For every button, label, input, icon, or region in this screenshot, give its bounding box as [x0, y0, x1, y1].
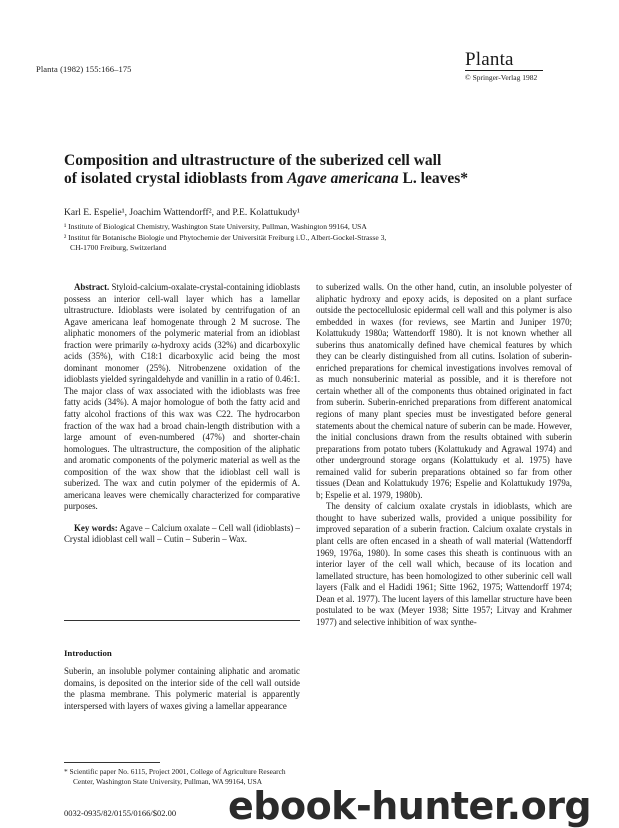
affiliation-2: ² Institut für Botanische Biologie und Phytochemie der Universität Freiburg i.Ü., Albert-Gockel-Strasse 3, [64, 232, 387, 242]
footnote-rule [64, 762, 160, 763]
keywords-label: Key words: [74, 522, 118, 533]
section-divider [64, 620, 300, 621]
watermark: ebook-hunter.org [228, 784, 592, 828]
title-line-2: of isolated crystal idioblasts from Agave americana L. leaves* [64, 170, 468, 187]
abstract-text: Styloid-calcium-oxalate-crystal-containing idioblasts possess an interior cell-wall layer which has a lamellar ultrastructure. Idioblasts were isolated by centrifugation of an Agave americana leaf homogenate through 2 M sucrose. The aliphatic monomers of the polymeric material from an idioblast fraction were primarily ω-hydroxy acids (32%) and dicarboxylic acids (35%), with C18:1 dicarboxylic acid being the most dominant monomer (25%). Nitrobenzene oxidation of the idioblasts yielded syringaldehyde and vanillin in a ratio of 0.46:1. The major class of wax associated with the idioblasts was free fatty acids (34%). A major homologue of both the fatty acid and fatty alcohol fractions of this wax was C22. The hydrocarbon fraction of the wax had a broad chain-length distribution with a large amount of even-numbered (47%) and shorter-chain homologues. The ultrastructure, the composition of the aliphatic and aromatic components of the polymeric material as well as the composition of the wax show that the idioblast cell wall is suberized. The wax and cutin polymer of the epidermis of A. americana leaves were chemically characterized for comparative purposes. [64, 282, 301, 512]
body-paragraph-1: to suberized walls. On the other hand, cutin, an insoluble polyester of aliphatic hydroxy and epoxy acids, is deposited on a plant surface outside the pectocellulosic epidermal cell wall and this polymer is also embedded in waxes (for reviews, see Martin and Juniper 1970; Kolattukudy 1980a; Wattendorff 1980). It is not known whether all suberins thus anatomically defined have chemical features by which they can be clearly distinguished from all cutins. Isolation of suberin-enriched preparations for chemical investigations involves removal of as much nonsuberinic material as possible, and it is therefore not certain whether all of the components thus obtained originated in fact from suberin. Suberin-enriched preparations from different anatomical regions of many plant species must be investigated before general statements about the chemical nature of suberin can be made. However, the initial conclusions drawn from the results obtained with suberin preparations from potato tubers (Kolattukudy and Agrawal 1974) and other underground storage organs (Kolattukudy et al. 1975) have remained valid for suberin preparations obtained so far from other tissues (Dean and Kolattukudy 1976; Espelie and Kolattukudy 1979a, b; Espelie et al. 1979, 1980b). [316, 282, 572, 500]
abstract [64, 282, 300, 513]
journal-brand [465, 50, 543, 82]
footnote-text: * Scientific paper No. 6115, Project 2001, College of Agriculture Research Center, Washington State University, Pullman, WA 99164, USA [64, 767, 286, 786]
keywords [64, 523, 300, 546]
article-title [64, 152, 564, 188]
copyright-notice: © Springer-Verlag 1982 [465, 73, 538, 82]
affiliation-3: CH-1700 Freiburg, Switzerland [70, 243, 167, 253]
title-line-1: Composition and ultrastructure of the suberized cell wall [64, 152, 442, 169]
introduction-body [64, 666, 300, 712]
brand-rule [465, 70, 543, 71]
keywords-text: Agave – Calcium oxalate – Cell wall (idioblasts) – Crystal idioblast cell wall – Cutin – Suberin – Wax. [64, 522, 300, 545]
journal-name: Planta [465, 49, 514, 70]
body-paragraph-2: The density of calcium oxalate crystals in idioblasts, which are thought to have suberized walls, provided a unique possibility for improved separation of a suberin fraction. Calcium oxalate crystals in plant cells are often encased in a sheath of wall material (Wattendorff 1969, 1976a, 1980). In some cases this sheath is continuous with an interior layer of the cell wall which, because of its location and lamellated structure, has been homologized to other suberinic cell wall layers (Falk and el Hadidi 1961; Sitte 1962, 1975; Wattendorff 1974; Dean et al. 1977). The lucent layers of this lamellar structure have been postulated to be wax (Meyer 1938; Sitte 1957; Litvay and Krahmer 1977) and selective inhibition of wax synthe- [316, 501, 572, 627]
introduction-heading: Introduction [64, 648, 112, 658]
affiliations [64, 222, 584, 254]
author-list: Karl E. Espelie¹, Joachim Wattendorff², and P.E. Kolattukudy¹ [64, 208, 300, 218]
left-column [64, 282, 300, 546]
journal-reference: Planta (1982) 155:166–175 [36, 64, 132, 74]
issn-code: 0032-0935/82/0155/0166/$02.00 [64, 808, 177, 818]
abstract-label: Abstract. [74, 282, 110, 292]
right-column [316, 282, 572, 628]
introduction-text: Suberin, an insoluble polymer containing aliphatic and aromatic domains, is deposited on the interior side of the cell wall outside the plasma membrane. This polymeric material is apparently interspersed with layers of waxes giving a lamellar appearance [64, 666, 300, 711]
affiliation-1: ¹ Institute of Biological Chemistry, Washington State University, Pullman, Washington 99164, USA [64, 222, 367, 231]
